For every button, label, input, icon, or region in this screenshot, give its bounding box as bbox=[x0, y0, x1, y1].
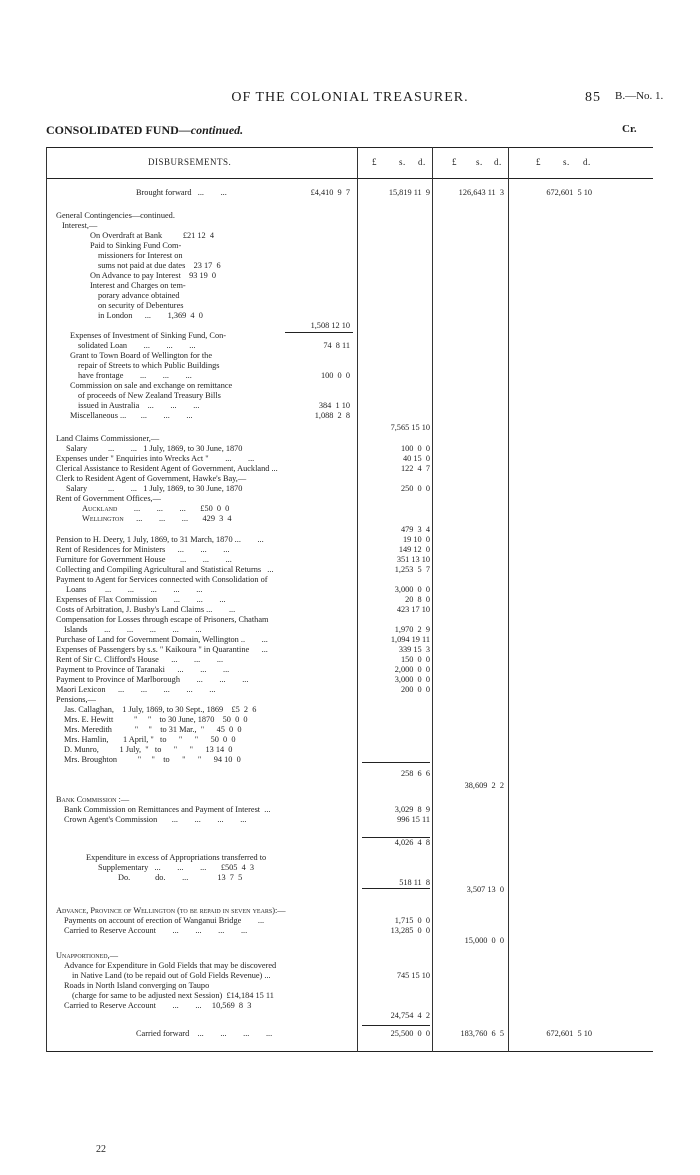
row-description: Mrs. E. Hewitt " " to 30 June, 1870 50 0 0 bbox=[64, 715, 248, 724]
table-row bbox=[56, 301, 356, 311]
table-row bbox=[56, 555, 356, 565]
table-row bbox=[56, 605, 356, 615]
fund-heading bbox=[46, 123, 243, 138]
row-description: Payment to Province of Marlborough ... ... ... bbox=[56, 675, 249, 684]
row-description: Mrs. Hamlin, 1 April, " to " " 50 0 0 bbox=[64, 735, 236, 744]
table-row bbox=[56, 251, 356, 261]
table-row bbox=[56, 665, 356, 675]
table-row bbox=[56, 863, 356, 873]
table-row bbox=[56, 474, 356, 484]
row-description: Grant to Town Board of Wellington for the bbox=[70, 351, 213, 360]
row-description: in London ... 1,369 4 0 bbox=[98, 311, 203, 320]
table-row bbox=[56, 595, 356, 605]
page-number: 85 bbox=[585, 90, 601, 105]
col2-shilling: s. bbox=[476, 157, 483, 167]
amount-c1: 250 0 0 bbox=[400, 484, 430, 493]
amount-c2: 38,609 2 2 bbox=[464, 781, 504, 790]
table-row bbox=[56, 444, 356, 454]
col1-pence: d. bbox=[418, 157, 426, 167]
row-description: Collecting and Compiling Agricultural and Statistical Returns ... bbox=[56, 565, 274, 574]
row-description: On Advance to pay Interest 93 19 0 bbox=[90, 271, 217, 280]
table-row bbox=[56, 735, 356, 745]
row-description: Carried forward ... ... ... ... bbox=[136, 1029, 273, 1038]
amount-c1: 200 0 0 bbox=[400, 685, 430, 694]
table-row bbox=[56, 464, 356, 474]
row-description: Roads in North Island converging on Taupo bbox=[64, 981, 210, 990]
table-row bbox=[56, 625, 356, 635]
col1-shilling: s. bbox=[399, 157, 406, 167]
row-description: Mrs. Broughton " " to " " 94 10 0 bbox=[64, 755, 241, 764]
table-row bbox=[56, 484, 356, 494]
table-row bbox=[56, 381, 356, 391]
table-row bbox=[56, 695, 356, 705]
row-description: Miscellaneous ... ... ... ... bbox=[70, 411, 193, 420]
row-description: Bank Commission on Remittances and Payment of Interest ... bbox=[64, 805, 271, 814]
row-description: D. Munro, 1 July, " to " " 13 14 0 bbox=[64, 745, 233, 754]
amount-c1: 20 8 0 bbox=[405, 595, 430, 604]
table-row bbox=[56, 769, 356, 779]
table-row bbox=[56, 991, 356, 1001]
table-row bbox=[56, 1011, 356, 1021]
row-description: sums not paid at due dates 23 17 6 bbox=[98, 261, 221, 270]
table-row bbox=[56, 434, 356, 444]
row-description: porary advance obtained bbox=[98, 291, 180, 300]
amount-c2: 183,760 6 5 bbox=[460, 1029, 504, 1038]
table-row bbox=[56, 545, 356, 555]
table-row bbox=[56, 241, 356, 251]
subtotal-rule bbox=[362, 1025, 430, 1026]
row-description: Land Claims Commissioner,— bbox=[56, 434, 160, 443]
row-description: Pensions,— bbox=[56, 695, 96, 704]
row-description: Do. do. ... 13 7 5 bbox=[118, 873, 243, 882]
amount-c2: 126,643 11 3 bbox=[458, 188, 504, 197]
column-rule-2 bbox=[432, 147, 433, 1052]
row-description: Clerk to Resident Agent of Government, Hawke's Bay,— bbox=[56, 474, 247, 483]
row-description: solidated Loan ... ... ... bbox=[78, 341, 196, 350]
row-description: Expenditure in excess of Appropriations transferred to bbox=[86, 853, 267, 862]
table-row bbox=[56, 755, 356, 765]
fund-name: CONSOLIDATED FUND bbox=[46, 123, 179, 137]
amount-c1: 4,026 4 8 bbox=[394, 838, 430, 847]
amount-c1: 1,094 19 11 bbox=[390, 635, 430, 644]
table-left-rule bbox=[46, 147, 47, 1052]
row-description: in Native Land (to be repaid out of Gold Fields Revenue) ... bbox=[72, 971, 271, 980]
table-bottom-rule bbox=[46, 1051, 653, 1052]
row-description: Auckland ... ... ... £50 0 0 bbox=[82, 504, 230, 513]
row-description: Salary ... ... 1 July, 1869, to 30 June, 1870 bbox=[66, 444, 243, 453]
row-description: repair of Streets to which Public Buildings bbox=[78, 361, 220, 370]
row-description: Carried to Reserve Account ... ... 10,569 8 3 bbox=[64, 1001, 252, 1010]
row-description: Rent of Residences for Ministers ... ... ... bbox=[56, 545, 230, 554]
table-row bbox=[56, 271, 356, 281]
row-description: have frontage ... ... ... bbox=[78, 371, 192, 380]
table-row bbox=[56, 351, 356, 361]
row-description: Mrs. Meredith " " to 31 Mar., " 45 0 0 bbox=[64, 725, 242, 734]
document-reference: B.—No. 1. bbox=[615, 90, 664, 102]
amount-inner: 384 1 10 bbox=[318, 401, 350, 410]
table-row bbox=[56, 916, 356, 926]
table-row bbox=[56, 685, 356, 695]
row-description: Salary ... ... 1 July, 1869, to 30 June, 1870 bbox=[66, 484, 243, 493]
table-row bbox=[56, 971, 356, 981]
row-description: Supplementary ... ... ... £505 4 3 bbox=[98, 863, 255, 872]
row-description: Carried to Reserve Account ... ... ... ... bbox=[64, 926, 248, 935]
amount-c1: 122 4 7 bbox=[400, 464, 430, 473]
row-description: Expenses of Investment of Sinking Fund, Con- bbox=[70, 331, 227, 340]
table-row bbox=[56, 535, 356, 545]
amount-c1: 7,565 15 10 bbox=[390, 423, 430, 432]
table-row bbox=[56, 906, 356, 916]
table-row bbox=[56, 1029, 356, 1039]
table-row bbox=[56, 715, 356, 725]
amount-c1: 479 3 4 bbox=[400, 525, 430, 534]
row-description: Expenses under " Enquiries into Wrecks Act " ... ... bbox=[56, 454, 255, 463]
col3-pound: £ bbox=[536, 157, 541, 167]
row-description: Costs of Arbitration, J. Busby's Land Claims ... ... bbox=[56, 605, 236, 614]
row-description: Bank Commission :— bbox=[56, 795, 130, 804]
disbursements-header: DISBURSEMENTS. bbox=[148, 157, 232, 167]
page-title: OF THE COLONIAL TREASURER. bbox=[231, 90, 469, 105]
amount-c1: 996 15 11 bbox=[397, 815, 430, 824]
table-row bbox=[56, 525, 356, 535]
row-description: Unapportioned,— bbox=[56, 951, 119, 960]
table-row bbox=[56, 795, 356, 805]
amount-c1: 351 13 10 bbox=[396, 555, 430, 564]
col3-pence: d. bbox=[583, 157, 591, 167]
table-row bbox=[56, 1001, 356, 1011]
table-row bbox=[56, 655, 356, 665]
table-row bbox=[56, 565, 356, 575]
row-description: Clerical Assistance to Resident Agent of Government, Auckland ... bbox=[56, 464, 278, 473]
row-description: Islands ... ... ... ... ... bbox=[64, 625, 202, 634]
amount-c1: 745 15 10 bbox=[396, 971, 430, 980]
row-description: Wellington ... ... ... 429 3 4 bbox=[82, 514, 232, 523]
col1-pound: £ bbox=[372, 157, 377, 167]
row-description: Commission on sale and exchange on remittance bbox=[70, 381, 233, 390]
amount-c2: 3,507 13 0 bbox=[466, 885, 504, 894]
row-description: Jas. Callaghan, 1 July, 1869, to 30 Sept., 1869 £5 2 6 bbox=[64, 705, 257, 714]
col3-shilling: s. bbox=[563, 157, 570, 167]
amount-c1: 25,500 0 0 bbox=[390, 1029, 430, 1038]
table-row bbox=[56, 575, 356, 585]
table-row bbox=[56, 981, 356, 991]
subtotal-rule bbox=[362, 888, 430, 889]
row-description: Pension to H. Deery, 1 July, 1869, to 31 March, 1870 ... ... bbox=[56, 535, 264, 544]
row-description: missioners for Interest on bbox=[98, 251, 183, 260]
row-description: Expenses of Flax Commission ... ... ... bbox=[56, 595, 226, 604]
amount-inner: £4,410 9 7 bbox=[310, 188, 350, 197]
row-description: Brought forward ... ... bbox=[136, 188, 227, 197]
table-row bbox=[56, 885, 356, 895]
row-description: issued in Australia ... ... ... bbox=[78, 401, 200, 410]
row-description: (charge for same to be adjusted next Session) £14,184 15 11 bbox=[72, 991, 274, 1000]
table-row bbox=[56, 514, 356, 524]
table-row bbox=[56, 211, 356, 221]
table-row bbox=[56, 635, 356, 645]
col2-pence: d. bbox=[494, 157, 502, 167]
row-description: Interest and Charges on tem- bbox=[90, 281, 186, 290]
table-row bbox=[56, 951, 356, 961]
amount-c1: 100 0 0 bbox=[400, 444, 430, 453]
amount-c3: 672,601 5 10 bbox=[546, 188, 592, 197]
table-header-rule bbox=[46, 178, 653, 179]
row-description: Paid to Sinking Fund Com- bbox=[90, 241, 182, 250]
table-row bbox=[56, 705, 356, 715]
amount-inner: 74 8 11 bbox=[323, 341, 350, 350]
row-description: On Overdraft at Bank £21 12 4 bbox=[90, 231, 214, 240]
amount-c1: 3,000 0 0 bbox=[394, 585, 430, 594]
subtotal-rule bbox=[362, 762, 430, 763]
row-description: of proceeds of New Zealand Treasury Bills bbox=[78, 391, 221, 400]
table-row bbox=[56, 504, 356, 514]
column-rule-1 bbox=[357, 147, 358, 1052]
table-row bbox=[56, 585, 356, 595]
amount-c1: 258 6 6 bbox=[400, 769, 430, 778]
fund-continued: —continued. bbox=[178, 123, 244, 137]
amount-c1: 2,000 0 0 bbox=[394, 665, 430, 674]
table-row bbox=[56, 853, 356, 863]
amount-c1: 3,000 0 0 bbox=[394, 675, 430, 684]
amount-c1: 24,754 4 2 bbox=[390, 1011, 430, 1020]
row-description: Furniture for Government House ... ... ... bbox=[56, 555, 232, 564]
table-row bbox=[56, 961, 356, 971]
table-row bbox=[56, 281, 356, 291]
footer-page-number: 22 bbox=[96, 1144, 106, 1155]
table-row bbox=[56, 231, 356, 241]
table-row bbox=[56, 494, 356, 504]
table-row bbox=[56, 815, 356, 825]
column-rule-3 bbox=[508, 147, 509, 1052]
table-row bbox=[56, 645, 356, 655]
row-description: Payment to Agent for Services connected with Consolidation of bbox=[56, 575, 268, 584]
row-description: General Contingencies—continued. bbox=[56, 211, 175, 220]
amount-inner: 1,508 12 10 bbox=[310, 321, 350, 330]
row-description: Loans ... ... ... ... ... bbox=[66, 585, 203, 594]
table-row bbox=[56, 615, 356, 625]
table-row bbox=[56, 423, 356, 433]
table-top-rule bbox=[46, 147, 653, 148]
amount-c1: 3,029 8 9 bbox=[394, 805, 430, 814]
credit-side-label: Cr. bbox=[622, 123, 637, 135]
row-description: Crown Agent's Commission ... ... ... ... bbox=[64, 815, 247, 824]
amount-c2: 15,000 0 0 bbox=[464, 936, 504, 945]
amount-c1: 1,715 0 0 bbox=[394, 916, 430, 925]
amount-c1: 13,285 0 0 bbox=[390, 926, 430, 935]
amount-c3: 672,601 5 10 bbox=[546, 1029, 592, 1038]
table-row bbox=[56, 361, 356, 371]
table-row bbox=[56, 391, 356, 401]
table-row bbox=[56, 725, 356, 735]
amount-c1: 150 0 0 bbox=[400, 655, 430, 664]
table-row bbox=[56, 936, 356, 946]
amount-c1: 15,819 11 9 bbox=[388, 188, 430, 197]
amount-c1: 423 17 10 bbox=[396, 605, 430, 614]
row-description: Advance for Expenditure in Gold Fields that may be discovered bbox=[64, 961, 277, 970]
table-row bbox=[56, 675, 356, 685]
table-row bbox=[56, 781, 356, 791]
row-description: Compensation for Losses through escape of Prisoners, Chatham bbox=[56, 615, 269, 624]
row-description: Maori Lexicon ... ... ... ... ... bbox=[56, 685, 216, 694]
amount-c1: 19 10 0 bbox=[403, 535, 430, 544]
table-row bbox=[56, 311, 356, 321]
table-row bbox=[56, 926, 356, 936]
row-description: Purchase of Land for Government Domain, Wellington .. ... bbox=[56, 635, 268, 644]
amount-c1: 1,970 2 9 bbox=[394, 625, 430, 634]
table-row bbox=[56, 221, 356, 231]
row-description: Interest,— bbox=[62, 221, 98, 230]
row-description: Rent of Sir C. Clifford's House ... ... ... bbox=[56, 655, 224, 664]
table-row bbox=[56, 745, 356, 755]
amount-c1: 518 11 8 bbox=[399, 878, 430, 887]
row-description: Payments on account of erection of Wanganui Bridge ... bbox=[64, 916, 265, 925]
row-description: Payment to Province of Taranaki ... ... ... bbox=[56, 665, 230, 674]
table-row bbox=[56, 454, 356, 464]
row-description: Advance, Province of Wellington (to be repaid in seven years):— bbox=[56, 906, 286, 915]
row-description: Rent of Government Offices,— bbox=[56, 494, 161, 503]
table-row bbox=[56, 291, 356, 301]
table-row bbox=[56, 805, 356, 815]
amount-c1: 149 12 0 bbox=[398, 545, 430, 554]
table-row bbox=[56, 331, 356, 341]
row-description: Expenses of Passengers by s.s. " Kaikoura " in Quarantine ... bbox=[56, 645, 268, 654]
amount-c1: 1,253 5 7 bbox=[394, 565, 430, 574]
col2-pound: £ bbox=[452, 157, 457, 167]
amount-inner: 1,088 2 8 bbox=[314, 411, 350, 420]
amount-inner: 100 0 0 bbox=[320, 371, 350, 380]
amount-c1: 40 15 0 bbox=[403, 454, 430, 463]
table-row bbox=[56, 838, 356, 848]
table-row bbox=[56, 261, 356, 271]
row-description: on security of Debentures bbox=[98, 301, 184, 310]
amount-c1: 339 15 3 bbox=[398, 645, 430, 654]
